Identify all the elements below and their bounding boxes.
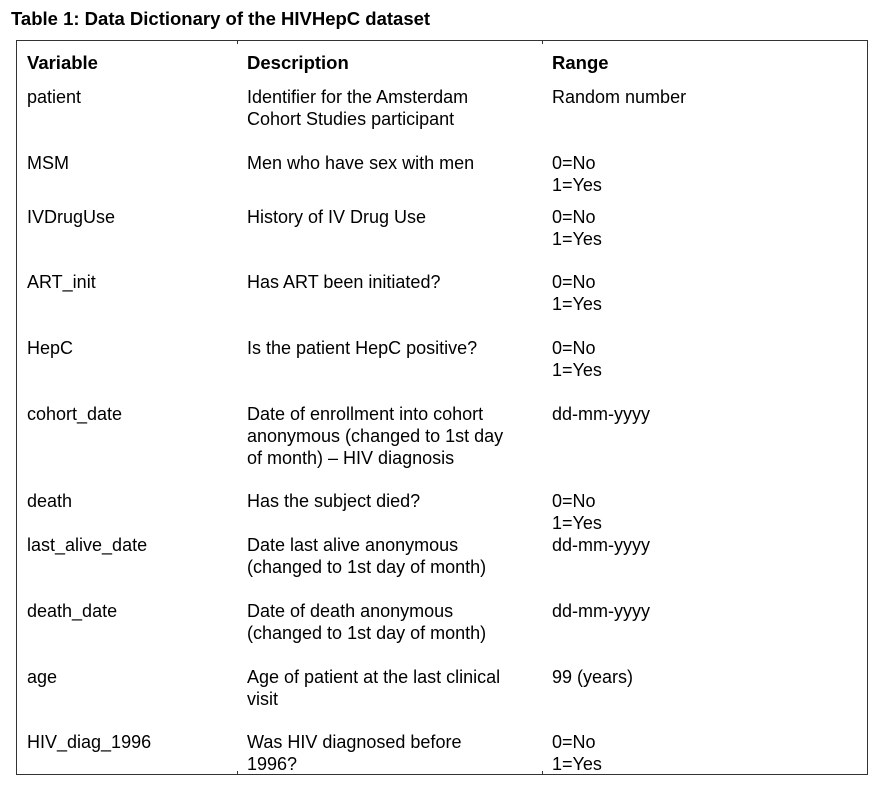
cell-description: Date last alive anonymous (changed to 1st day of month) — [247, 535, 487, 577]
cell-range: 0=No 1=Yes — [552, 207, 602, 249]
cell-variable: death — [27, 491, 73, 511]
cell-range: 0=No 1=Yes — [552, 272, 602, 314]
cell-range: 99 (years) — [552, 667, 634, 687]
cell-description: Was HIV diagnosed before 1996? — [247, 732, 462, 774]
cell-description: History of IV Drug Use — [247, 207, 427, 227]
column-divider-tick — [237, 771, 238, 775]
column-divider-tick — [237, 40, 238, 44]
cell-range: Random number — [552, 87, 687, 107]
cell-range: 0=No 1=Yes — [552, 153, 602, 195]
column-header-variable: Variable — [27, 52, 98, 73]
cell-variable: last_alive_date — [27, 535, 148, 555]
cell-description: Identifier for the Amsterdam Cohort Studies participant — [247, 87, 469, 129]
cell-variable: patient — [27, 87, 82, 107]
column-header-description: Description — [247, 52, 349, 73]
cell-variable: MSM — [27, 153, 69, 173]
column-divider-tick — [542, 40, 543, 44]
column-divider-tick — [542, 771, 543, 775]
cell-description: Has ART been initiated? — [247, 272, 441, 292]
cell-description: Is the patient HepC positive? — [247, 338, 478, 358]
cell-range: dd-mm-yyyy — [552, 601, 650, 621]
cell-range: dd-mm-yyyy — [552, 404, 650, 424]
cell-variable: HepC — [27, 338, 74, 358]
cell-range: 0=No 1=Yes — [552, 338, 602, 380]
cell-variable: HIV_diag_1996 — [27, 732, 152, 752]
cell-range: 0=No 1=Yes — [552, 491, 602, 533]
cell-variable: age — [27, 667, 58, 687]
cell-description: Age of patient at the last clinical visit — [247, 667, 501, 709]
table-caption: Table 1: Data Dictionary of the HIVHepC dataset — [11, 8, 431, 29]
cell-description: Date of death anonymous (changed to 1st day of month) — [247, 601, 487, 643]
cell-variable: IVDrugUse — [27, 207, 116, 227]
cell-variable: death_date — [27, 601, 118, 621]
cell-description: Has the subject died? — [247, 491, 421, 511]
cell-variable: ART_init — [27, 272, 96, 292]
cell-description: Date of enrollment into cohort anonymous (changed to 1st day of month) – HIV diagnosis — [247, 404, 504, 468]
cell-range: 0=No 1=Yes — [552, 732, 602, 774]
column-header-range: Range — [552, 52, 609, 73]
cell-description: Men who have sex with men — [247, 153, 475, 173]
cell-variable: cohort_date — [27, 404, 123, 424]
cell-range: dd-mm-yyyy — [552, 535, 650, 555]
